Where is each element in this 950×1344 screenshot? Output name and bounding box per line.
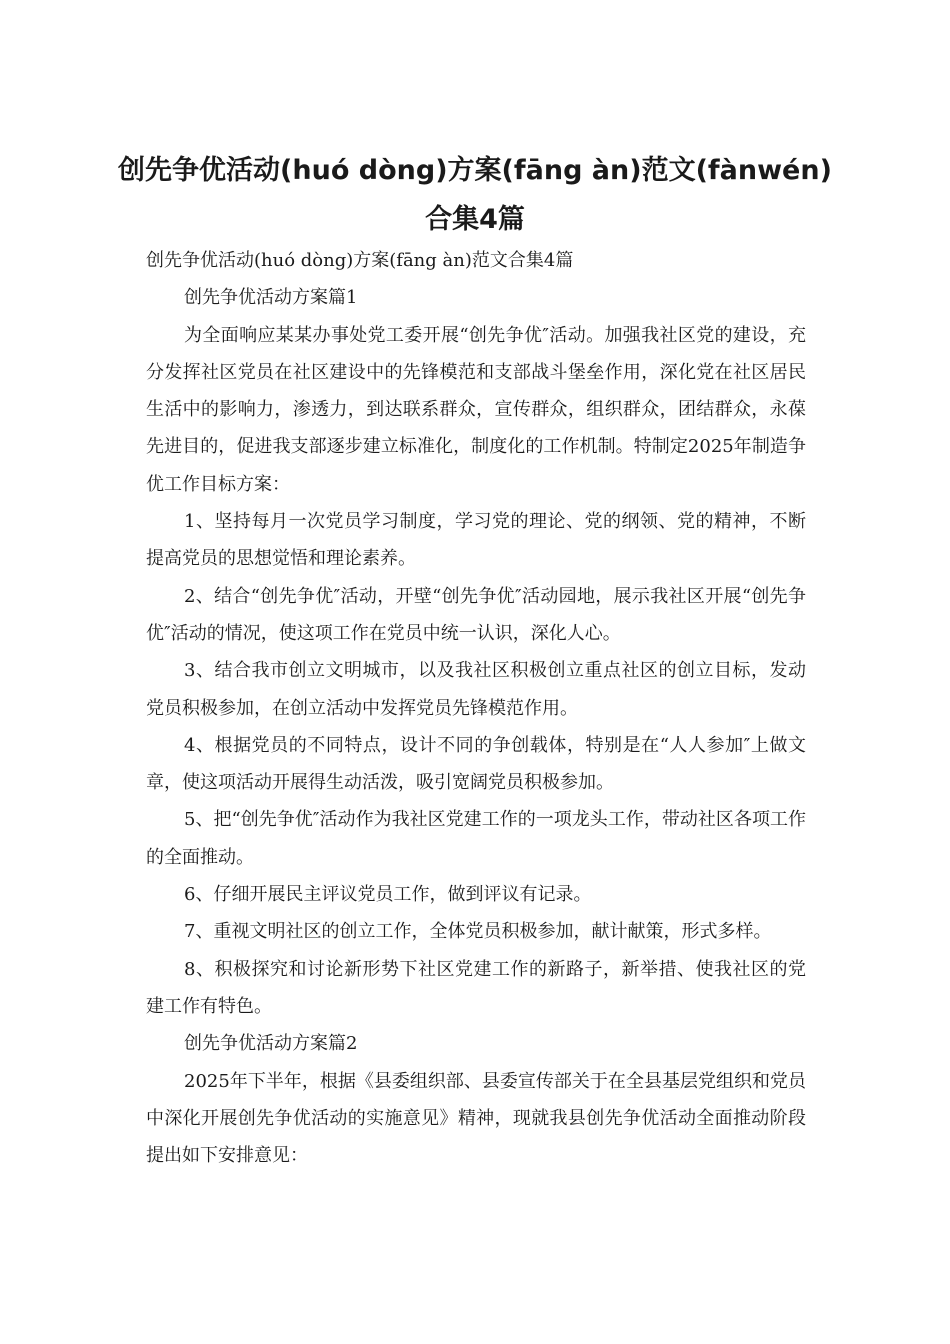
list-item: 2、结合“创先争优″活动，开壁“创先争优″活动园地，展示我社区开展“创先争优″活动的情况，使这项工作在党员中统一认识，深化人心。 — [146, 585, 806, 644]
list-item: 8、积极探究和讨论新形势下社区党建工作的新路子，新举措、使我社区的党建工作有特色。 — [146, 958, 806, 1017]
list-item: 5、把“创先争优″活动作为我社区党建工作的一项龙头工作，带动社区各项工作的全面推动。 — [146, 809, 806, 868]
list-item: 6、仔细开展民主评议党员工作，做到评议有记录。 — [184, 884, 592, 906]
list-item: 3、结合我市创立文明城市，以及我社区积极创立重点社区的创立目标，发动党员积极参加，在创立活动中发挥党员先锋模范作用。 — [146, 660, 806, 719]
section-heading: 创先争优活动方案篇1 — [184, 287, 358, 309]
list-item: 4、根据党员的不同特点，设计不同的争创载体，特别是在“人人参加″上做文章，使这项活动开展得生动活泼，吸引宽阔党员积极参加。 — [146, 734, 806, 794]
list-item: 7、重视文明社区的创立工作，全体党员积极参加，献计献策，形式多样。 — [184, 921, 772, 943]
document-title: 创先争优活动(huó dòng)方案(fāng àn)范文(fànwén)合集4篇 — [118, 155, 832, 235]
section-heading: 创先争优活动方案篇2 — [184, 1033, 358, 1055]
document-subtitle: 创先争优活动(huó dòng)方案(fāng àn)范文合集4篇 — [146, 250, 574, 271]
paragraph: 为全面响应某某办事处党工委开展“创先争优″活动。加强我社区党的建设，充分发挥社区党员在社区建设中的先锋模范和支部战斗堡垒作用，深化党在社区居民生活中的影响力，渗透力，到达联系群众，宣传群众，组织群众，团结群众，永葆先进目的，促进我支部逐步建立标准化，制度化的工作机制。特制定2025年制造争优工作目标方案： — [146, 324, 806, 495]
list-item: 1、坚持每月一次党员学习制度，学习党的理论、党的纲领、党的精神，不断提高党员的思想觉悟和理论素养。 — [146, 511, 806, 570]
paragraph: 2025年下半年，根据《县委组织部、县委宣传部关于在全县基层党组织和党员中深化开展创先争优活动的实施意见》精神，现就我县创先争优活动全面推动阶段提出如下安排意见： — [146, 1070, 806, 1167]
document-body — [146, 242, 806, 1174]
